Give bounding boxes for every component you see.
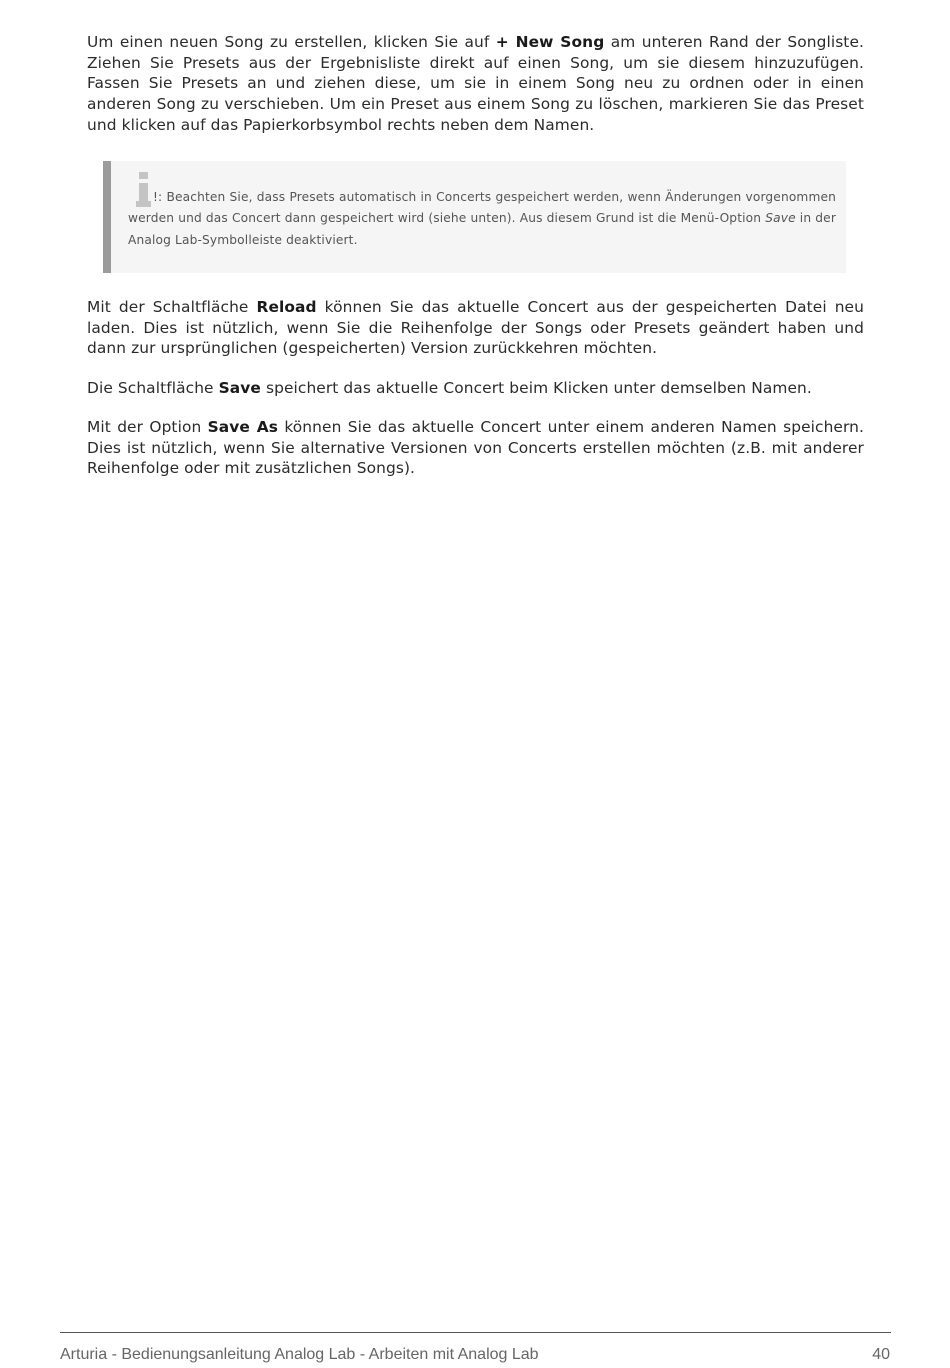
note-text-part: in der Analog Lab-Symbolleiste deaktiviert. — [128, 211, 836, 247]
paragraph-text: am unteren Rand der Songliste. Ziehen Sie Presets aus der Ergebnisliste direkt auf einen Song, um sie diesem hinzuzufügen. Fassen Sie Presets an und ziehen diese, um sie in einem Song neu zu ordnen oder in einen anderen Song zu verschieben. Um ein Preset aus einem Song zu löschen, markieren Sie das Preset und klicken auf das Papierkorbsymbol rechts neben dem Namen. — [87, 33, 865, 134]
paragraph-save-as — [87, 417, 864, 479]
save-label: Save — [218, 379, 261, 397]
paragraph-new-song — [87, 32, 864, 136]
save-menu-option: Save — [765, 211, 796, 226]
reload-label: Reload — [256, 298, 317, 316]
paragraph-text: können Sie das aktuelle Concert aus der gespeicherten Datei neu laden. Dies ist nützlich, wenn Sie die Reihenfolge der Songs oder Presets geändert haben und dann zur ursprünglichen (gespeicherten) Version zurückkehren möchten. — [87, 298, 864, 358]
new-song-label: + New Song — [495, 33, 605, 51]
paragraph-text: können Sie das aktuelle Concert unter einem anderen Namen speichern. Dies ist nützlich, wenn Sie alternative Versionen von Concerts erstellen möchten (z.B. mit anderer Reihenfolge oder mit zusätzlichen Songs). — [87, 418, 865, 478]
note-box — [103, 161, 846, 273]
paragraph-text: Die Schaltfläche — [87, 379, 219, 397]
paragraph-text: Mit der Schaltfläche — [87, 298, 257, 316]
page-number: 40 — [872, 1346, 890, 1363]
footer-divider — [60, 1332, 891, 1333]
note-text-part: !: Beachten Sie, dass Presets automatisch in Concerts gespeichert werden, wenn Änderungen vorgenommen werden und das Concert dann gespeichert wird (siehe unten). Aus diesem Grund ist die Menü-Option — [128, 190, 836, 226]
paragraph-text: Um einen neuen Song zu erstellen, klicken Sie auf — [87, 33, 496, 51]
note-text — [128, 187, 836, 251]
save-as-label: Save As — [207, 418, 279, 436]
footer-title: Arturia - Bedienungsanleitung Analog Lab - Arbeiten mit Analog Lab — [60, 1346, 539, 1363]
paragraph-text: Mit der Option — [87, 418, 208, 436]
paragraph-text: speichert das aktuelle Concert beim Klicken unter demselben Namen. — [260, 379, 812, 397]
paragraph-reload — [87, 297, 864, 359]
paragraph-save — [87, 378, 864, 399]
